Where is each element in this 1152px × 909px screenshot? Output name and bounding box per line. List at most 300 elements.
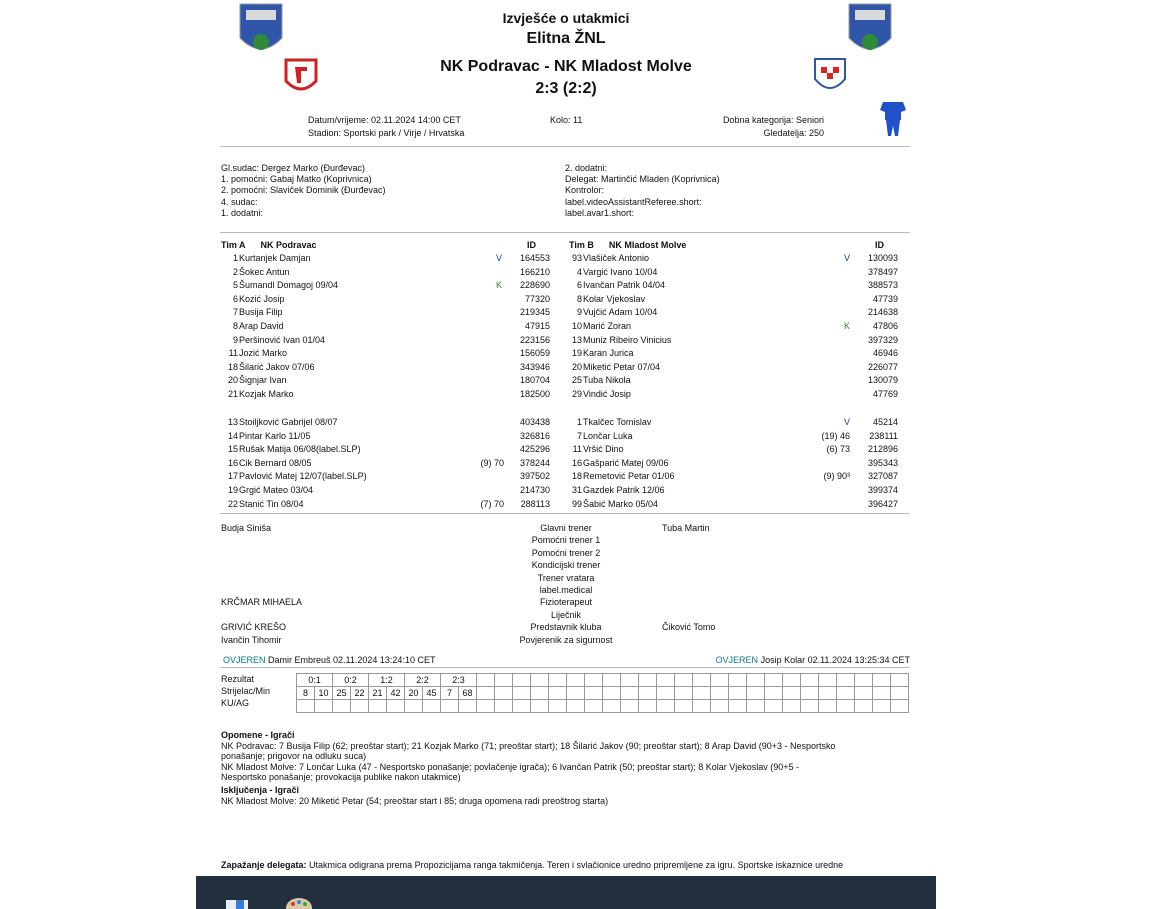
verify-right: OVJEREN Josip Kolar 02.11.2024 13:25:34 CET xyxy=(715,655,910,665)
player-id: 214730 xyxy=(519,485,550,495)
player-row xyxy=(564,388,898,402)
score-grid-cell xyxy=(837,700,855,713)
player-minute: (9) 90³ xyxy=(823,471,850,482)
player-number: 20 xyxy=(571,361,582,372)
player-name: Vindić Josip xyxy=(583,389,631,399)
player-row xyxy=(564,361,898,375)
player-id: 228690 xyxy=(519,280,550,291)
player-name: Rušak Matija 06/08(label.SLP) xyxy=(239,444,361,455)
player-row xyxy=(564,470,898,484)
player-id: 77320 xyxy=(524,293,550,304)
staff-role: Povjerenik za sigurnost xyxy=(519,634,613,645)
player-name: Šumandl Domagoj 09/04 xyxy=(239,280,339,291)
player-name: Lončar Luka xyxy=(583,430,633,441)
score-grid-cell xyxy=(369,700,387,713)
score-grid-cell xyxy=(477,674,495,687)
score-grid-cell: 25 xyxy=(333,687,351,700)
score-grid-cell xyxy=(855,687,873,700)
player-number: 14 xyxy=(227,430,238,441)
player-row xyxy=(220,374,550,388)
player-number: 18 xyxy=(227,361,238,372)
player-row xyxy=(220,457,550,471)
score-grid-cell xyxy=(675,700,693,713)
staff-table xyxy=(220,522,910,646)
nk-mladost-molve-logo-icon xyxy=(813,57,847,97)
match-stadium: Stadion: Sportski park / Virje / Hrvatska xyxy=(308,128,465,138)
staff-row xyxy=(220,572,910,584)
player-number: 21 xyxy=(227,389,238,399)
player-name: Šilarić Jakov 07/06 xyxy=(239,361,315,372)
staff-row xyxy=(220,634,910,646)
taskbar xyxy=(196,876,936,909)
player-name: Stanić Tin 08/04 xyxy=(239,498,304,509)
player-id: 397502 xyxy=(519,471,550,482)
player-name: Kozić Josip xyxy=(239,293,285,304)
player-number: 19 xyxy=(571,348,582,359)
player-id: 130079 xyxy=(867,375,898,386)
player-name: Pavlović Matej 12/07(label.SLP) xyxy=(239,471,367,482)
cautions-title: Opomene - Igrači xyxy=(221,730,295,740)
player-role-mark: V xyxy=(495,253,502,263)
player-number: 29 xyxy=(571,389,582,399)
player-number: 99 xyxy=(571,498,582,509)
staff-row xyxy=(220,596,910,608)
score-grid-cell xyxy=(567,700,585,713)
player-name: Peršinović Ivan 01/04 xyxy=(239,334,326,345)
score-grid-cell xyxy=(297,700,315,713)
player-id: 164553 xyxy=(519,253,550,263)
score-grid-cell xyxy=(621,687,639,700)
player-id: 46946 xyxy=(872,348,898,359)
staff-role: Trener vratara xyxy=(537,572,595,583)
team-b-header: Tim B NK Mladost Molve xyxy=(569,240,687,250)
player-row xyxy=(564,457,898,471)
player-id: 396427 xyxy=(867,498,898,509)
score-grid-cell xyxy=(549,700,567,713)
score-grid-cell xyxy=(657,700,675,713)
score-grid-cell xyxy=(675,674,693,687)
staff-row xyxy=(220,522,910,534)
player-number: 22 xyxy=(227,498,238,509)
score-grid-cell: 8 xyxy=(297,687,315,700)
player-minute: (6) 73 xyxy=(826,444,850,455)
score-grid-cell xyxy=(675,687,693,700)
player-name: Šokec Antun xyxy=(239,266,290,277)
staff-team-b: Tuba Martin xyxy=(662,523,710,533)
score-grid-cell: 22 xyxy=(351,687,369,700)
score-grid-cell xyxy=(747,674,765,687)
score-grid-cell xyxy=(819,700,837,713)
staff-row xyxy=(220,609,910,621)
player-number: 11 xyxy=(572,444,582,455)
player-number: 19 xyxy=(227,485,238,495)
player-id: 156059 xyxy=(519,348,550,359)
player-name: Muniz Ribeiro Vinicius xyxy=(583,334,672,345)
score-grid-cell: 21 xyxy=(369,687,387,700)
score-grid-cell xyxy=(783,687,801,700)
score-grid-cell: 0:2 xyxy=(333,674,369,687)
player-name: Jozić Marko xyxy=(239,348,288,359)
cautions-team-a-cont: ponašanje; prigovor na odluku suca) xyxy=(221,751,367,762)
player-number: 2 xyxy=(232,266,238,277)
score-grid-cell xyxy=(621,674,639,687)
player-row xyxy=(220,293,550,307)
score-grid-cell xyxy=(549,674,567,687)
player-name: Šabić Marko 05/04 xyxy=(583,498,659,509)
player-number: 15 xyxy=(227,444,238,455)
player-id: 182500 xyxy=(519,389,550,399)
player-row xyxy=(220,484,550,498)
player-number: 9 xyxy=(576,307,582,318)
staff-row xyxy=(220,559,910,571)
player-row xyxy=(220,416,550,430)
score-grid-cell xyxy=(585,674,603,687)
score-grid-cell xyxy=(801,687,819,700)
cautions-team-a: NK Podravac: 7 Busija Filip (62; preoštar start); 21 Kozjak Marko (71; preoštar start); 18 Šilarić Jakov (90; preoštar start); 8 Arap David (90+3 - Nesportsko xyxy=(221,740,836,751)
score-grid-cell xyxy=(513,700,531,713)
player-name: Miketić Petar 07/04 xyxy=(583,361,661,372)
report-title: Izvješće o utakmici xyxy=(502,10,630,26)
score-grid-cell xyxy=(855,674,873,687)
score-grid xyxy=(296,673,909,713)
player-name: Karan Jurica xyxy=(583,348,634,359)
player-id: 47915 xyxy=(524,321,550,331)
score-grid-cell xyxy=(531,674,549,687)
player-name: Kolar Vjekoslav xyxy=(583,293,646,304)
match-round: Kolo: 11 xyxy=(550,115,583,125)
staff-team-a: KRČMAR MIHAELA xyxy=(221,597,303,608)
player-row xyxy=(220,266,550,280)
player-row xyxy=(564,266,898,280)
player-name: Tkalčec Tomislav xyxy=(583,417,652,427)
score-grid-cell xyxy=(801,674,819,687)
score-grid-cell xyxy=(711,687,729,700)
score-grid-row xyxy=(297,687,909,700)
staff-role: Fizioterapeut xyxy=(539,597,593,608)
player-row xyxy=(564,484,898,498)
player-row xyxy=(220,320,550,334)
score-grid-cell xyxy=(477,700,495,713)
player-id: 395343 xyxy=(867,457,898,468)
player-row xyxy=(564,320,898,334)
player-id: 47769 xyxy=(872,389,898,399)
staff-role: Kondicijski trener xyxy=(531,560,601,571)
staff-team-b: Čiković Tomo xyxy=(662,622,716,633)
player-name: Arap David xyxy=(239,321,284,331)
score-grid-row xyxy=(297,700,909,713)
player-minute: (19) 46 xyxy=(821,430,850,441)
score-grid-cell xyxy=(765,687,783,700)
sendoffs-text: NK Mladost Molve: 20 Miketić Petar (54; preoštar start i 85; druga opomena radi preoštrog starta) xyxy=(221,795,609,806)
player-number: 6 xyxy=(576,280,582,291)
player-id: 45214 xyxy=(872,417,898,427)
score-grid-cell xyxy=(891,700,909,713)
staff-team-a: Budja Siniša xyxy=(221,523,272,533)
match-score: 2:3 (2:2) xyxy=(535,80,597,97)
score-grid-row xyxy=(297,674,909,687)
staff-role: Predstavnik kluba xyxy=(530,622,602,633)
score-grid-cell: 2:2 xyxy=(405,674,441,687)
score-grid-cell: 0:1 xyxy=(297,674,333,687)
score-grid-cell xyxy=(315,700,333,713)
match-datetime: Datum/vrijeme: 02.11.2024 14:00 CET xyxy=(308,115,461,125)
player-number: 20 xyxy=(227,375,238,386)
player-number: 93 xyxy=(571,253,582,263)
player-row xyxy=(564,443,898,457)
player-name: Remetović Petar 01/06 xyxy=(583,471,675,482)
player-name: Vargić Ivano 10/04 xyxy=(583,266,658,277)
officials-left: Gl.sudac: Dergez Marko (Đurđevac) 1. pomoćni: Gabaj Matko (Koprivnica) 2. pomoćni: Slaviček Dominik (Đurđevac) 4. sudac: 1. dodatni: xyxy=(221,163,386,218)
team-b-id-header: ID xyxy=(875,240,884,250)
score-grid-cell xyxy=(729,674,747,687)
player-row xyxy=(220,388,550,402)
player-id: 327087 xyxy=(867,471,898,482)
cautions-team-b: NK Mladost Molve: 7 Lončar Luka (47 - Nesportsko ponašanje; povlačenje igrača); 6 Ivančan Patrik (50; preoštar start); 8 Kolar Vjekoslav (90+5 - xyxy=(221,761,800,772)
player-role-mark: K xyxy=(495,280,502,291)
player-role-mark: K xyxy=(843,321,850,331)
player-row xyxy=(220,443,550,457)
score-grid-cell xyxy=(495,700,513,713)
player-row xyxy=(220,347,550,361)
score-grid-cell: 2:3 xyxy=(441,674,477,687)
score-grid-cell xyxy=(495,687,513,700)
player-name: Tuba Nikola xyxy=(583,375,631,386)
score-grid-cell xyxy=(495,674,513,687)
player-role-mark: V xyxy=(843,417,850,427)
player-number: 6 xyxy=(232,293,238,304)
score-grid-cell xyxy=(477,687,495,700)
score-grid-cell xyxy=(585,687,603,700)
player-role-mark: V xyxy=(843,253,850,263)
player-id: 343946 xyxy=(519,361,550,372)
player-name: Kozjak Marko xyxy=(239,389,294,399)
player-number: 7 xyxy=(576,430,582,441)
player-name: Grgić Mateo 03/04 xyxy=(239,485,314,495)
player-number: 16 xyxy=(227,457,238,468)
score-grid-cell xyxy=(549,687,567,700)
score-grid-cell: 42 xyxy=(387,687,405,700)
player-id: 212896 xyxy=(867,444,898,455)
player-number: 1 xyxy=(232,253,238,263)
score-grid-cell xyxy=(729,700,747,713)
score-grid-cell xyxy=(711,700,729,713)
score-grid-cell xyxy=(639,674,657,687)
score-grid-cell xyxy=(819,687,837,700)
player-name: Marić Zoran xyxy=(583,321,632,331)
player-id: 403438 xyxy=(519,417,550,427)
score-grid-cell xyxy=(873,700,891,713)
score-grid-cell xyxy=(765,674,783,687)
score-grid-cell xyxy=(639,700,657,713)
score-grid-cell xyxy=(891,674,909,687)
player-id: 214638 xyxy=(867,307,898,318)
score-grid-cell xyxy=(891,687,909,700)
score-grid-cell xyxy=(603,687,621,700)
player-id: 378244 xyxy=(519,457,550,468)
paint-palette-icon[interactable] xyxy=(284,896,314,909)
player-number: 18 xyxy=(571,471,582,482)
player-name: Šignjar Ivan xyxy=(239,375,287,386)
score-grid-cell: 1:2 xyxy=(369,674,405,687)
player-number: 4 xyxy=(576,266,582,277)
document-viewer-icon[interactable] xyxy=(224,898,250,909)
score-grid-cell xyxy=(459,700,477,713)
player-row xyxy=(564,347,898,361)
nk-podravac-logo-icon xyxy=(283,57,319,97)
player-number: 8 xyxy=(232,321,238,331)
score-grid-cell xyxy=(819,674,837,687)
player-number: 1 xyxy=(576,417,582,427)
league-name: Elitna ŽNL xyxy=(526,30,606,47)
player-id: 326816 xyxy=(519,430,550,441)
staff-team-a: Ivančin Tihomir xyxy=(221,634,282,645)
staff-role: label.medical xyxy=(539,584,593,595)
county-crest-right-icon xyxy=(847,2,893,60)
score-grid-cell xyxy=(441,700,459,713)
player-name: Cik Bernard 08/05 xyxy=(239,457,312,468)
score-grid-cell xyxy=(333,700,351,713)
player-name: Gazdek Patrik 12/06 xyxy=(583,485,665,495)
spectators: Gledatelja: 250 xyxy=(763,128,824,138)
player-row xyxy=(220,279,550,293)
score-grid-cell xyxy=(513,674,531,687)
score-grid-cell xyxy=(765,700,783,713)
score-grid-cell xyxy=(639,687,657,700)
score-grid-cell xyxy=(729,687,747,700)
score-grid-cell xyxy=(747,700,765,713)
score-grid-cell xyxy=(693,674,711,687)
player-id: 130093 xyxy=(867,253,898,263)
player-row xyxy=(220,334,550,348)
score-grid-cell xyxy=(693,687,711,700)
officials-right: 2. dodatni: Delegat: Martinčić Mladen (Koprivnica) Kontrolor: label.videoAssistantReferee.short: label.avar1.short: xyxy=(565,163,720,218)
player-name: Stoiljković Gabrijel 08/07 xyxy=(239,417,338,427)
score-grid-cell xyxy=(873,674,891,687)
score-grid-cell xyxy=(855,700,873,713)
player-row xyxy=(564,498,898,512)
player-row xyxy=(220,252,550,266)
player-row xyxy=(220,306,550,320)
score-grid-cell xyxy=(351,700,369,713)
player-row xyxy=(220,430,550,444)
staff-row xyxy=(220,584,910,596)
kit-icon xyxy=(879,98,907,138)
sendoffs-title: Isključenja - Igrači xyxy=(221,784,300,795)
score-grid-cell xyxy=(531,700,549,713)
score-grid-cell xyxy=(567,687,585,700)
player-name: Ivančan Patrik 04/04 xyxy=(583,280,666,291)
score-grid-cell xyxy=(603,700,621,713)
player-id: 226077 xyxy=(867,361,898,372)
match-title: NK Podravac - NK Mladost Molve xyxy=(440,58,692,75)
score-grid-cell xyxy=(603,674,621,687)
player-name: Pintar Karlo 11/05 xyxy=(239,430,311,441)
player-id: 47806 xyxy=(872,321,898,331)
player-row xyxy=(220,361,550,375)
score-grid-cell xyxy=(693,700,711,713)
score-grid-cell: 10 xyxy=(315,687,333,700)
player-row xyxy=(564,279,898,293)
player-number: 10 xyxy=(571,321,582,331)
player-id: 288113 xyxy=(520,498,550,509)
player-number: 31 xyxy=(571,485,582,495)
player-row xyxy=(564,306,898,320)
player-name: Kurtanjek Damjan xyxy=(239,253,311,263)
score-grid-cell: 7 xyxy=(441,687,459,700)
player-number: 8 xyxy=(576,293,582,304)
county-crest-left-icon xyxy=(238,2,284,60)
score-grid-cell xyxy=(531,687,549,700)
staff-role: Liječnik xyxy=(550,609,581,620)
player-number: 9 xyxy=(232,334,238,345)
notes xyxy=(221,730,911,806)
delegate-observation: Zapažanje delegata: Utakmica odigrana prema Propozicijama ranga takmičenja. Teren i svlačionice uredno pripremljene za igru. Sportske iskaznice uredne xyxy=(221,860,844,870)
player-id: 166210 xyxy=(519,266,550,277)
score-grid-cell xyxy=(585,700,603,713)
score-grid-cell xyxy=(711,674,729,687)
score-grid-cell: 20 xyxy=(405,687,423,700)
player-number: 16 xyxy=(571,457,582,468)
player-name: Vujčić Adam 10/04 xyxy=(583,307,658,318)
player-number: 5 xyxy=(232,280,238,291)
score-grid-cell xyxy=(513,687,531,700)
player-id: 397329 xyxy=(867,334,898,345)
cautions-team-b-cont: Nesportsko ponašanje; provokacija publike nakon utakmice) xyxy=(221,772,461,783)
player-number: 17 xyxy=(227,471,238,482)
age-category: Dobna kategorija: Seniori xyxy=(722,115,824,125)
staff-role: Glavni trener xyxy=(540,523,592,533)
player-id: 219345 xyxy=(519,307,550,318)
player-row xyxy=(564,293,898,307)
team-a-header: Tim A NK Podravac xyxy=(221,240,317,250)
score-grid-cell xyxy=(801,700,819,713)
player-row xyxy=(220,470,550,484)
player-id: 399374 xyxy=(867,485,898,495)
player-id: 238111 xyxy=(869,430,898,441)
player-number: 7 xyxy=(232,307,238,318)
player-number: 13 xyxy=(227,417,238,427)
score-grid-cell xyxy=(621,700,639,713)
score-grid-cell: 45 xyxy=(423,687,441,700)
player-number: 25 xyxy=(571,375,582,386)
score-grid-cell xyxy=(783,700,801,713)
player-name: Vlašiček Antonio xyxy=(583,253,650,263)
score-grid-cell xyxy=(783,674,801,687)
score-grid-cell xyxy=(837,687,855,700)
score-grid-cell xyxy=(873,687,891,700)
player-id: 47739 xyxy=(872,293,898,304)
grid-labels: Rezultat Strijelac/Min KU/AG xyxy=(221,674,271,708)
staff-row xyxy=(220,534,910,546)
staff-row xyxy=(220,621,910,633)
score-grid-cell xyxy=(387,700,405,713)
player-row xyxy=(564,334,898,348)
score-grid-cell xyxy=(657,674,675,687)
player-row xyxy=(564,374,898,388)
score-grid-cell xyxy=(837,674,855,687)
player-id: 180704 xyxy=(519,375,550,386)
player-minute: (7) 70 xyxy=(480,498,504,509)
player-number: 13 xyxy=(571,334,582,345)
staff-role: Pomoćni trener 2 xyxy=(531,547,601,558)
score-grid-cell xyxy=(567,674,585,687)
player-minute: (9) 70 xyxy=(480,457,504,468)
player-row xyxy=(564,430,898,444)
player-row xyxy=(564,252,898,266)
staff-row xyxy=(220,547,910,559)
score-grid-cell xyxy=(747,687,765,700)
player-number: 11 xyxy=(228,348,238,359)
